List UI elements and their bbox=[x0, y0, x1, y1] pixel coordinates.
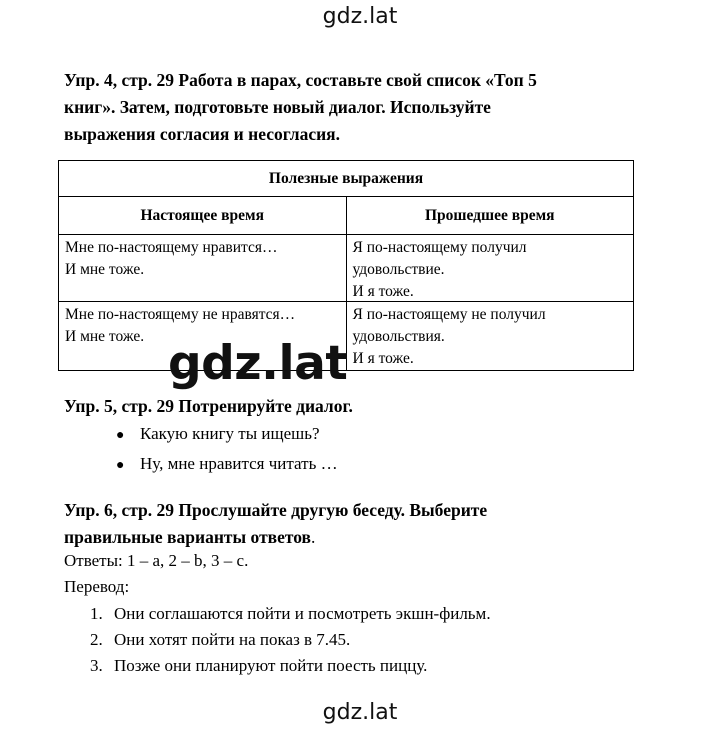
task6-heading-line bbox=[64, 524, 624, 551]
task4-heading bbox=[64, 67, 624, 148]
table-row bbox=[59, 235, 634, 302]
list-item-number: 1. bbox=[90, 604, 103, 623]
list-item bbox=[116, 420, 338, 450]
cell-line: Мне по-настоящему нравится… bbox=[65, 239, 278, 256]
task5-heading: Упр. 5, стр. 29 Потренируйте диалог. bbox=[64, 396, 353, 416]
translation-list bbox=[90, 601, 491, 679]
translation-label: Перевод: bbox=[64, 577, 130, 596]
bullet-icon: ● bbox=[116, 428, 125, 443]
cell-line: Мне по-настоящему не нравятся… bbox=[65, 306, 296, 323]
watermark-top: gdz.lat bbox=[322, 4, 398, 29]
list-item-text: Какую книгу ты ищешь? bbox=[140, 424, 320, 443]
table-cell-present bbox=[59, 235, 347, 302]
list-item-number: 3. bbox=[90, 656, 103, 675]
bullet-icon: ● bbox=[116, 458, 125, 473]
cell-line: И мне тоже. bbox=[65, 261, 145, 278]
list-item-number: 2. bbox=[90, 630, 103, 649]
task6-heading-tail: . bbox=[311, 527, 316, 547]
cell-line: удовольствия. bbox=[352, 328, 445, 345]
watermark-center: gdz.lat bbox=[168, 336, 348, 391]
task6-heading-line: Упр. 6, стр. 29 Прослушайте другую беседу. Выберите bbox=[64, 500, 488, 520]
list-item-text: Позже они планируют пойти поесть пиццу. bbox=[114, 656, 428, 675]
task6-heading-line-text: правильные варианты ответов bbox=[64, 527, 312, 547]
cell-line: Я по-настоящему не получил bbox=[352, 306, 546, 323]
cell-line: И я тоже. bbox=[352, 350, 414, 367]
task4-heading-line: выражения согласия и несогласия. bbox=[64, 124, 341, 144]
column-header-past: Прошедшее время bbox=[346, 197, 634, 235]
list-item bbox=[116, 450, 338, 480]
list-item-text: Они хотят пойти на показ в 7.45. bbox=[114, 630, 351, 649]
list-item-text: Ну, мне нравится читать … bbox=[140, 454, 338, 473]
task4-heading-line: книг». Затем, подготовьте новый диалог. Используйте bbox=[64, 97, 491, 117]
cell-line: И мне тоже. bbox=[65, 328, 145, 345]
list-item-text: Они соглашаются пойти и посмотреть экшн-фильм. bbox=[114, 604, 491, 623]
watermark-bottom: gdz.lat bbox=[322, 700, 398, 725]
column-header-present: Настоящее время bbox=[59, 197, 347, 235]
task5-bullet-list bbox=[116, 420, 338, 480]
cell-line: Я по-настоящему получил bbox=[352, 239, 527, 256]
answers-line: Ответы: 1 – a, 2 – b, 3 – c. bbox=[64, 551, 249, 570]
table-title: Полезные выражения bbox=[59, 161, 634, 197]
table-cell-past bbox=[346, 235, 634, 302]
cell-line: удовольствие. bbox=[352, 261, 445, 278]
list-item bbox=[90, 653, 491, 679]
list-item bbox=[90, 627, 491, 653]
task6-heading bbox=[64, 497, 624, 551]
table-cell-past bbox=[346, 302, 634, 371]
task4-heading-line: Упр. 4, стр. 29 Работа в парах, составьте свой список «Топ 5 bbox=[64, 70, 537, 90]
cell-line: И я тоже. bbox=[352, 283, 414, 300]
list-item bbox=[90, 601, 491, 627]
